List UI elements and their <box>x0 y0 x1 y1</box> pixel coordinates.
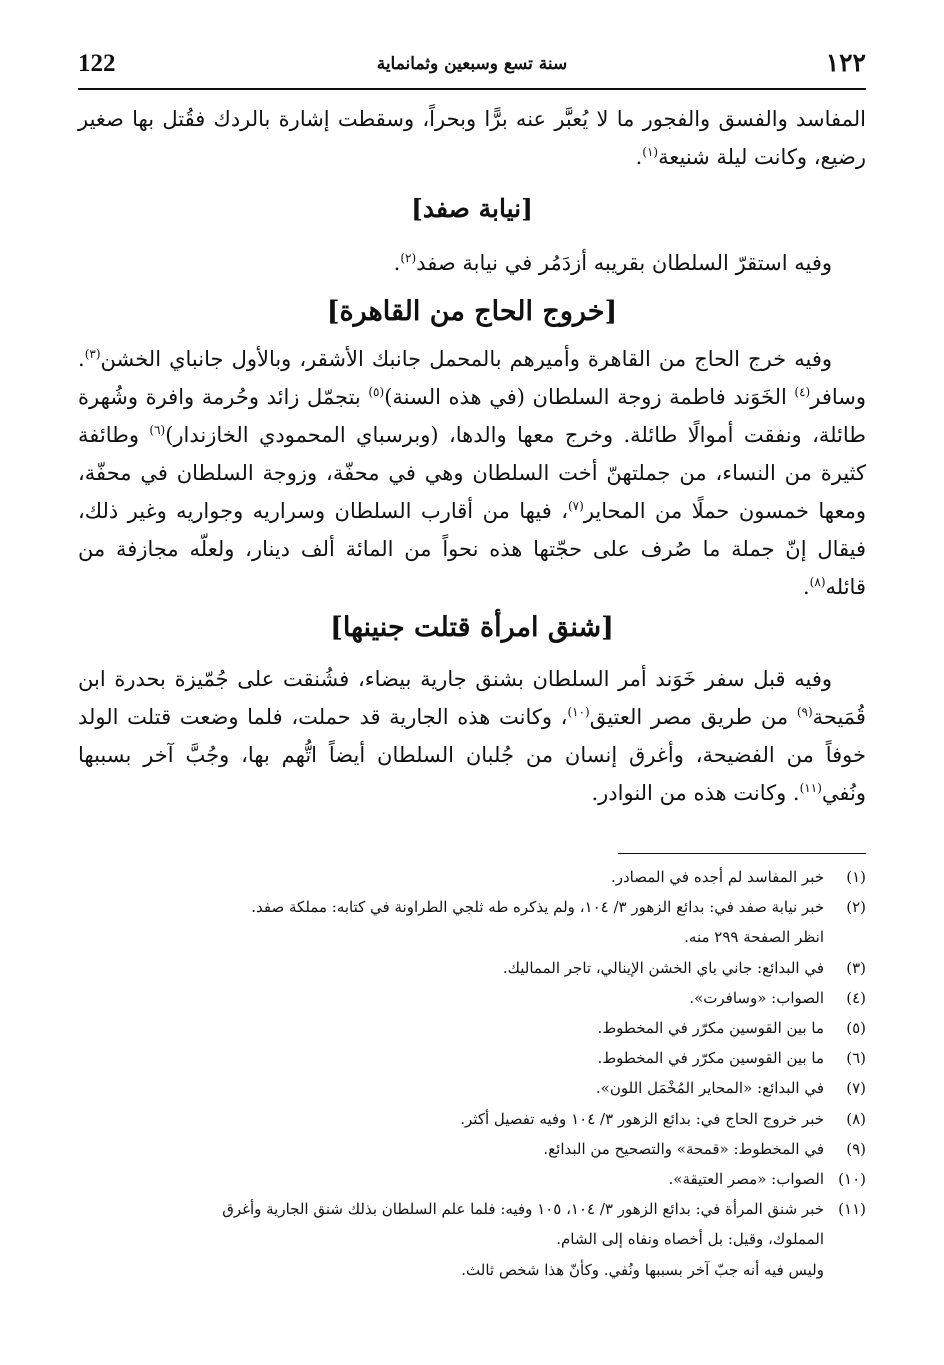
footnote-ref-7: (٧) <box>567 499 584 513</box>
footnotes <box>78 862 866 1285</box>
footnote-number: (١٠) <box>838 1170 866 1189</box>
footnote <box>78 1164 866 1194</box>
section-heading-safad: [نيابة صفد] <box>411 194 533 223</box>
footnote <box>78 1134 866 1164</box>
footnote-number: (٣) <box>846 958 866 977</box>
footnote-line: في البدائع: «المحاير المُخْمَل اللون». <box>595 1079 824 1098</box>
intro-text: المفاسد والفسق والفجور ما لا يُعبَّر عنه برًّا وبحراً، وسقطت إشارة بالردك فقُتل بها صغير رضيع، وكانت ليلة شنيعة <box>78 107 866 169</box>
page-number-latin: 122 <box>78 50 116 77</box>
footnote-line: الصواب: «مصر العتيقة». <box>668 1170 824 1189</box>
footnote-line: ما بين القوسين مكرّر في المخطوط. <box>597 1049 824 1068</box>
footnote-ref-8: (٨) <box>809 575 826 589</box>
hajj-text-7: . <box>802 575 810 599</box>
footnote-number: (١١) <box>838 1200 866 1219</box>
footnote-number: (٦) <box>846 1049 866 1068</box>
footnote-line: خبر شنق المرأة في: بدائع الزهور ٣/ ١٠٤، ١٠٥ وفيه: فلما علم السلطان بذلك شنق الجارية وأغرق <box>222 1200 824 1219</box>
footnote-line: في المخطوط: «قمحة» والتصحيح من البدائع. <box>543 1139 824 1158</box>
intro-paragraph <box>78 100 866 176</box>
hajj-text-3: الخَوَند فاطمة زوجة السلطان (في هذه السنة) <box>384 385 795 409</box>
section-heading-hajj: [خروج الحاج من القاهرة] <box>326 296 618 327</box>
footnote-ref-6: (٦) <box>149 423 166 437</box>
footnote-number: (٩) <box>846 1139 866 1158</box>
footnote-ref-9: (٩) <box>796 705 813 719</box>
footnote <box>78 1043 866 1073</box>
footnote-line: وليس فيه أنه جبّ آخر بسببها ونُفي. وكأنّ هذا شخص ثالث. <box>461 1260 824 1279</box>
hajj-text-2: . وسافر <box>78 347 866 409</box>
safad-text: وفيه استقرّ السلطان بقريبه أزدَمُر في نيابة صفد <box>416 251 832 275</box>
woman-paragraph <box>78 660 866 812</box>
footnote <box>78 953 866 983</box>
footnote <box>78 1073 866 1103</box>
footnote <box>78 862 866 892</box>
running-header <box>78 48 866 82</box>
footnote-separator <box>618 853 866 854</box>
footnote-line: الصواب: «وسافرت». <box>689 988 824 1007</box>
footnote-number: (٧) <box>846 1079 866 1098</box>
footnote-number: (٢) <box>846 898 866 917</box>
footnote-ref-11: (١١) <box>799 781 822 795</box>
hajj-text-5: وطائفة كثيرة من النساء، من جملتهنّ أخت السلطان وهي في محفّة، وزوجة السلطان في محفّة، ومعها خمسون حملًا من المحاير <box>78 423 866 523</box>
hajj-paragraph <box>78 340 866 606</box>
woman-text-1: وفيه قبل سفر خَوَند أمر السلطان بشنق جارية بيضاء، فشُنقت على جُمّيزة بحدرة ابن قُمَيحة <box>78 667 866 729</box>
woman-text-2: من طريق مصر العتيق <box>589 705 797 729</box>
footnote-ref-2: (٢) <box>400 251 417 265</box>
footnote-line: المملوك، وقيل: بل أخصاه ونفاه إلى الشام. <box>556 1230 824 1249</box>
footnote-ref-1: (١) <box>642 145 659 159</box>
safad-paragraph <box>78 244 866 282</box>
header-rule <box>78 88 866 90</box>
page-number-arabic: ١٢٢ <box>825 48 866 77</box>
footnote-number: (٥) <box>846 1019 866 1038</box>
running-title: سنة تسع وسبعين وثمانماية <box>376 54 568 74</box>
footnote-line: خبر نيابة صفد في: بدائع الزهور ٣/ ١٠٤، ولم يذكره طه ثلجي الطراونة في كتابه: مملكة صفد. <box>251 898 824 917</box>
footnote-number: (١) <box>846 868 866 886</box>
footnote-line: في البدائع: جاني باي الخشن الإينالي، تاجر المماليك. <box>502 958 824 977</box>
footnote-line: انظر الصفحة ٢٩٩ منه. <box>684 928 824 947</box>
footnote <box>78 1194 866 1285</box>
footnote-line: خبر المفاسد لم أجده في المصادر. <box>610 868 824 886</box>
footnote-ref-5: (٥) <box>368 385 385 399</box>
footnote-ref-10: (١٠) <box>567 705 590 719</box>
footnote <box>78 983 866 1013</box>
footnote-number: (٤) <box>846 988 866 1007</box>
footnote <box>78 892 866 952</box>
woman-text-3: ، وكانت هذه الجارية قد حملت، فلما وضعت قتلت الولد خوفاً من الفضيحة، وأغرق إنسان من جُلبان السلطان أيضاً اتُّهم بها، وجُبَّ آخر بسببها ونُفي <box>78 705 866 805</box>
woman-text-4: . وكانت هذه من النوادر. <box>591 781 800 805</box>
hajj-text-6: ، فيها من أقارب السلطان وسراريه وجواريه وغير ذلك، فيقال إنّ جملة ما صُرف على حجّتها هذه نحواً من المائة ألف دينار، ولعلّه مجازفة من قائله <box>78 499 866 599</box>
footnote <box>78 1013 866 1043</box>
footnote <box>78 1104 866 1134</box>
footnote-number: (٨) <box>846 1109 866 1128</box>
intro-end: . <box>635 145 643 169</box>
safad-end: . <box>393 251 401 275</box>
footnote-line: خبر خروج الحاج في: بدائع الزهور ٣/ ١٠٤ وفيه تفصيل أكثر. <box>460 1109 824 1128</box>
footnote-line: ما بين القوسين مكرّر في المخطوط. <box>597 1019 824 1038</box>
hajj-text-4: بتجمّل زائد وحُرمة وافرة وشُهرة طائلة، ونفقت أموالًا طائلة. وخرج معها والدها، (وبرسباي المحمودي الخازندار) <box>78 385 867 447</box>
hajj-text-1: وفيه خرج الحاج من القاهرة وأميرهم بالمحمل جانبك الأشقر، وبالأول جانباي الخشن <box>100 347 832 371</box>
footnote-ref-3: (٣) <box>84 347 101 361</box>
footnote-ref-4: (٤) <box>794 385 811 399</box>
section-heading-woman: [شنق امرأة قتلت جنينها] <box>330 612 614 643</box>
